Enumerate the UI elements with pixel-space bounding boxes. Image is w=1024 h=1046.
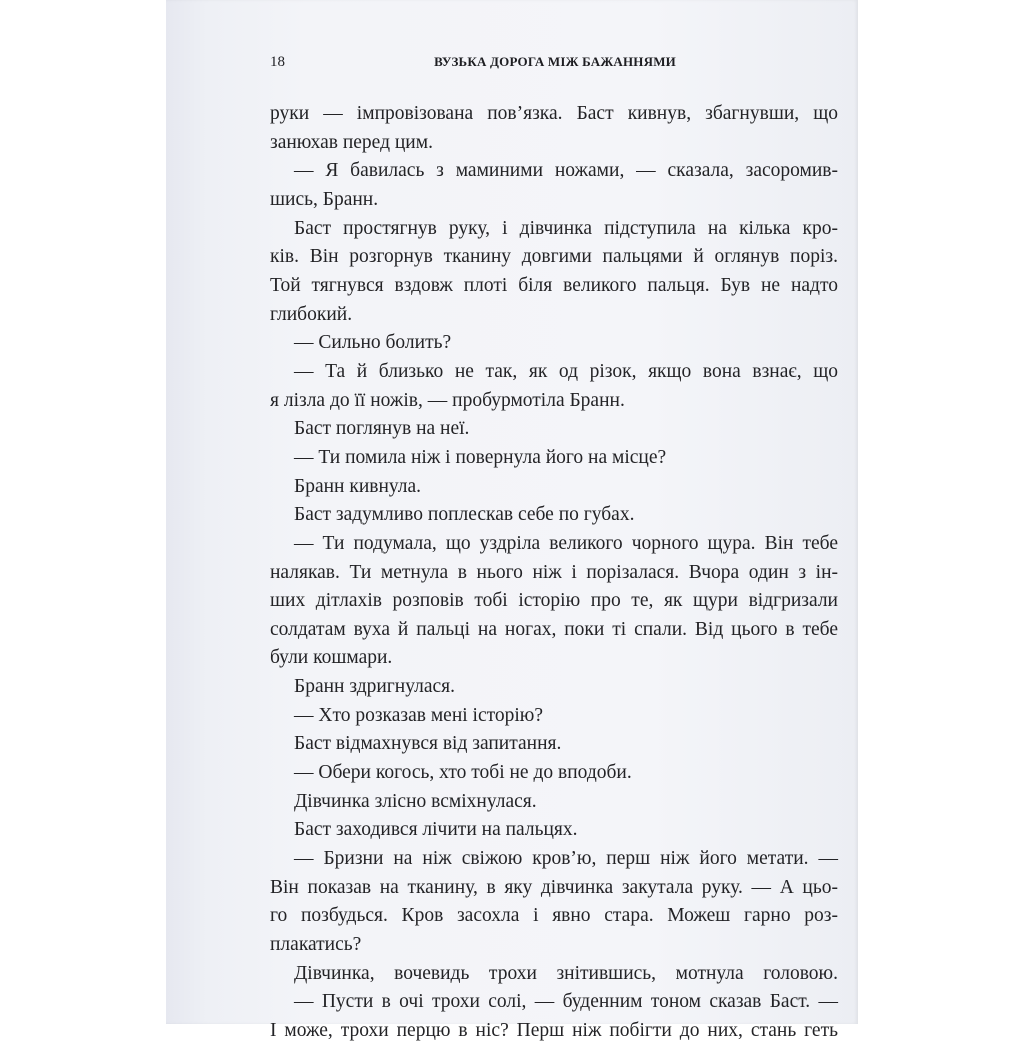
running-title: ВУЗЬКА ДОРОГА МІЖ БАЖАННЯМИ [434,54,676,69]
text-line: були кошмари. [270,647,393,669]
text-line: — Я бавилась з маминими ножами, — сказала, засоромив- [294,160,838,182]
text-line: глибокий. [270,303,353,325]
text-line: я лізла до її ножів, — пробурмотіла Бранн. [270,389,625,411]
text-line: Баст простягнув руку, і дівчинка підступила на кілька кро- [294,217,838,239]
text-line: солдатам вуха й пальці на ногах, поки ті спали. Від цього в тебе [270,618,838,640]
text-line: — Ти подумала, що уздріла великого чорного щура. Він тебе [294,532,838,554]
text-line: Бранн кивнула. [294,475,422,497]
text-line: — Бризни на ніж свіжою кров’ю, перш ніж його метати. — [294,848,838,870]
text-line: руки — імпровізована пов’язка. Баст кивнув, збагнувши, що [270,103,838,124]
text-line: Дівчинка, вочевидь трохи знітившись, мотнула головою. [294,962,838,984]
text-line: Той тягнувся вздовж плоті біля великого пальця. Був не надто [270,274,838,296]
text-line: Баст заходився лічити на пальцях. [294,819,578,841]
text-line: налякав. Ти метнула в нього ніж і порізалася. Вчора один з ін- [270,561,838,583]
text-line: шись, Бранн. [270,188,379,210]
text-line: — Пусти в очі трохи солі, — буденним тоном сказав Баст. — [294,991,838,1013]
text-line: — Обери когось, хто тобі не до вподоби. [294,762,632,784]
text-line: ших дітлахів розповів тобі історію про те, як щури відгризали [270,590,838,612]
text-line: — Та й близько не так, як од різок, якщо вона взнає, що [294,360,838,382]
book-page [166,0,858,1041]
text-line: Баст відмахнувся від запитання. [294,733,562,755]
page-number: 18 [270,54,285,70]
text-line: плакатись? [270,934,362,956]
text-line: Бранн здригнулася. [294,676,456,698]
text-line: — Хто розказав мені історію? [294,704,544,726]
text-line: занюхав перед цим. [270,131,433,153]
text-line: Він показав на тканину, в яку дівчинка закутала руку. — А цьо- [270,876,838,898]
text-line: І може, трохи перцю в ніс? Перш ніж побігти до них, стань геть [270,1020,838,1041]
text-line: Баст задумливо поплескав себе по губах. [294,504,635,526]
text-line: — Сильно болить? [294,332,452,354]
text-line: ків. Він розгорнув тканину довгими пальцями й оглянув поріз. [270,246,838,268]
body-text [270,100,838,1046]
text-line: — Ти помила ніж і повернула його на місце? [294,446,667,468]
page-header [270,52,676,72]
text-line: го позбудься. Кров засохла і явно стара. Можеш гарно роз- [270,905,838,927]
text-line: Дівчинка злісно всміхнулася. [294,790,537,812]
text-line: Баст поглянув на неї. [294,418,470,440]
